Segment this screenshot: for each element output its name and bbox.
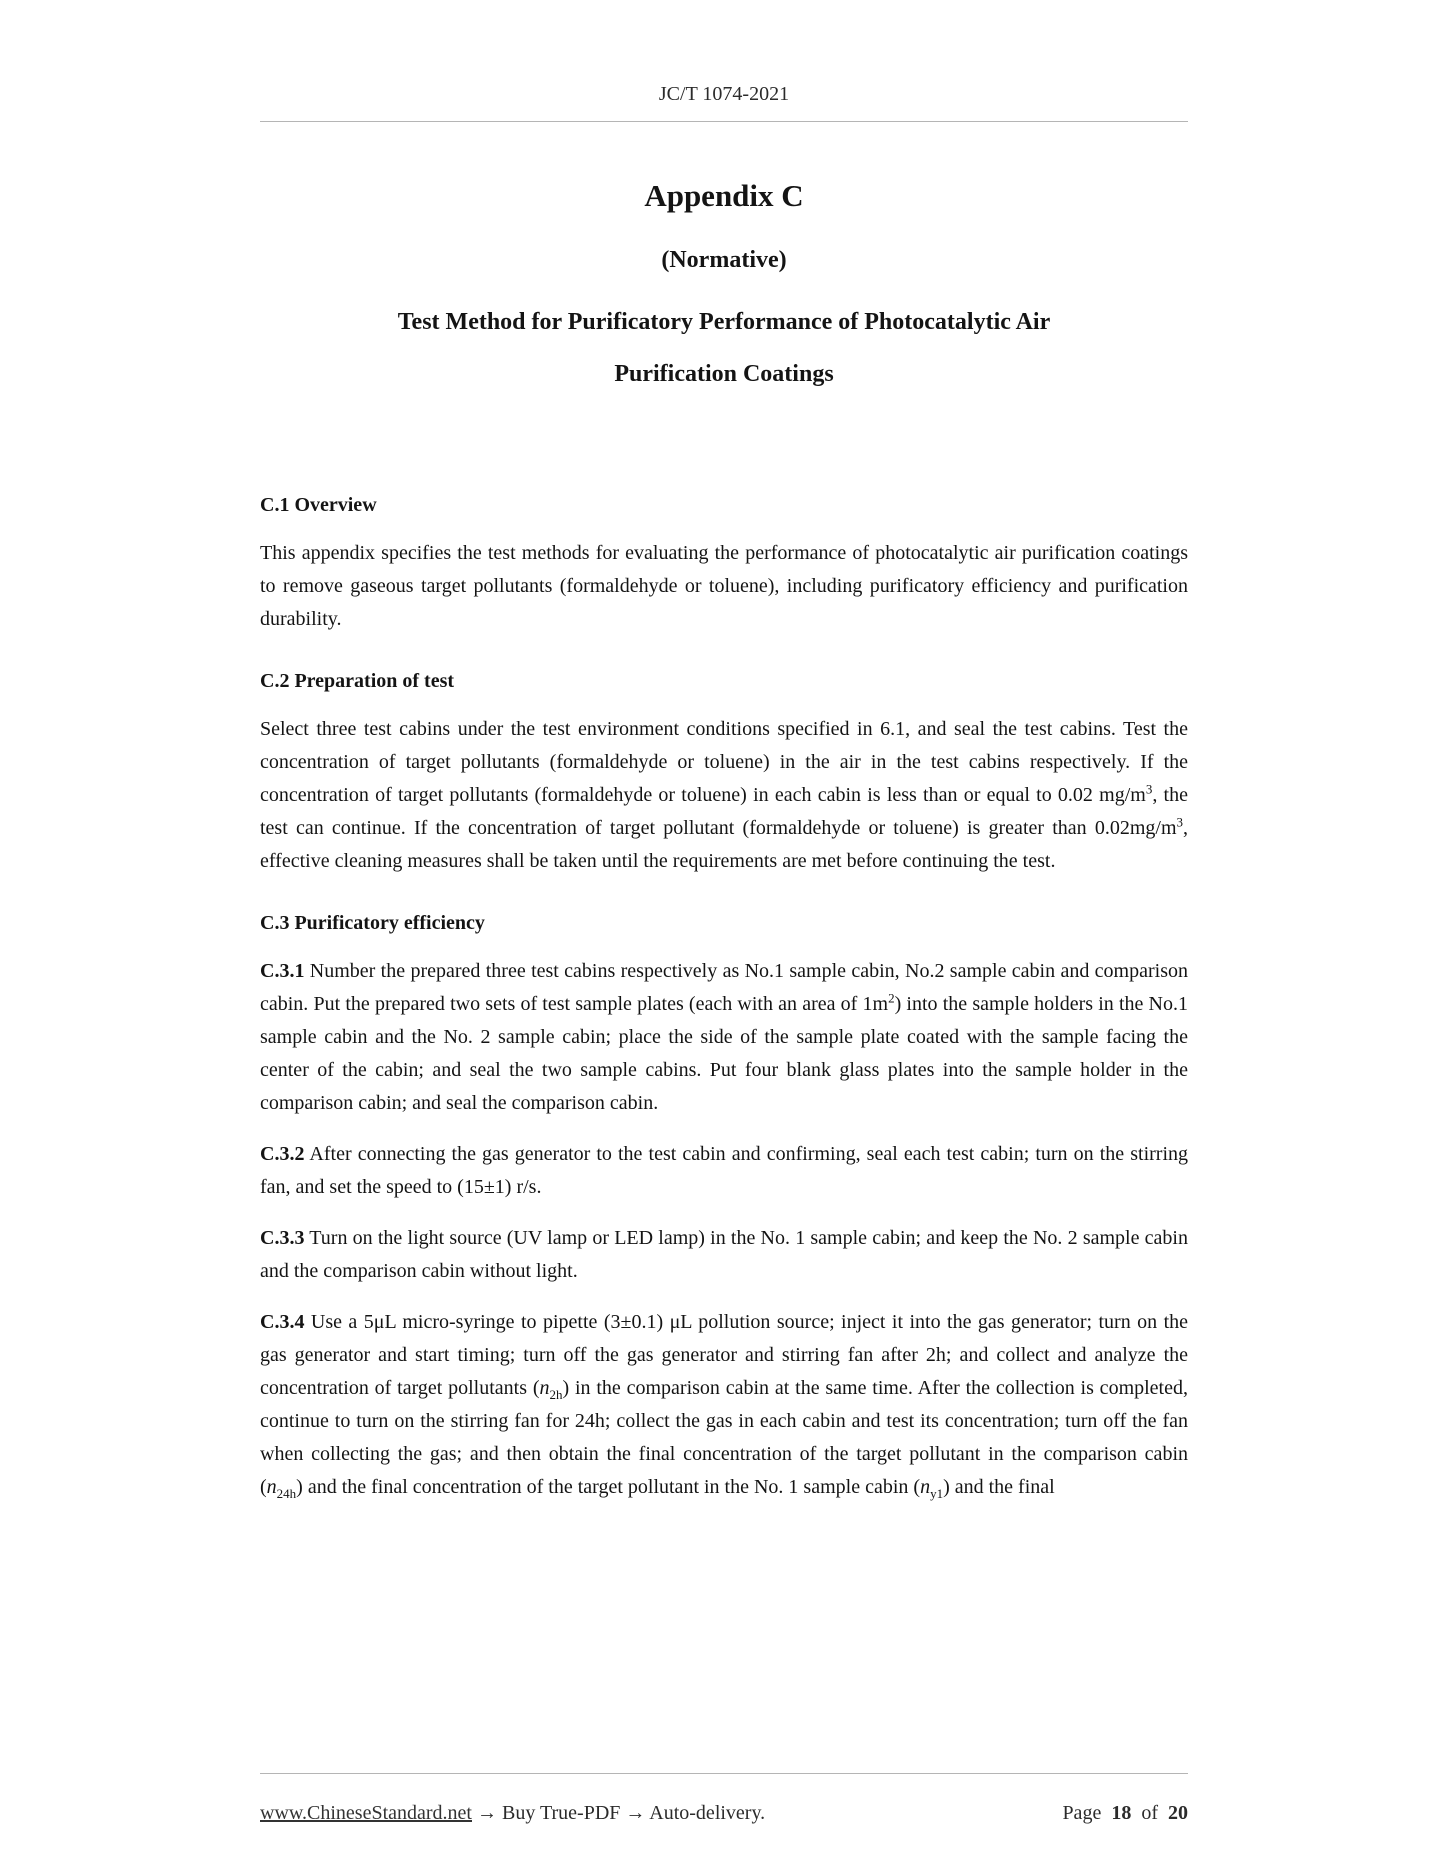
page-total: 20 (1168, 1802, 1188, 1824)
page-indicator (1057, 1800, 1188, 1826)
paragraph: This appendix specifies the test methods for evaluating the performance of photocatalytic air purification coatings to remove gaseous target pollutants (formaldehyde or toluene), including purificatory efficiency and purification durability. (260, 542, 1188, 630)
page-label: Page (1062, 1802, 1102, 1824)
page-of-label: of (1141, 1802, 1158, 1824)
footer-tagline: → Buy True-PDF → Auto-delivery. (472, 1802, 766, 1824)
page-content (260, 0, 1188, 1522)
paragraph: C.3.1 Number the prepared three test cabins respectively as No.1 sample cabin, No.2 sample cabin and comparison cabin. Put the prepared two sets of test sample plates (each with an area of $1m^2$) into the sample holders in the No.1 sample cabin and the No. 2 sample cabin; place the side of the sample plate coated with the sample facing the center of the cabin; and seal the two sample cabins. Put four blank glass plates into the sample holder in the comparison cabin; and seal the comparison cabin. (260, 960, 1188, 1114)
document-title (260, 296, 1188, 400)
footer-site-link[interactable]: www.ChineseStandard.net (260, 1802, 472, 1824)
document-title-line1: Test Method for Purificatory Performance of Photocatalytic Air (397, 309, 1051, 335)
header-rule (260, 121, 1188, 122)
header-doc-number: JC/T 1074-2021 (658, 83, 790, 105)
page-current: 18 (1111, 1802, 1132, 1824)
section-c2 (260, 668, 1188, 878)
paragraph: C.3.2 After connecting the gas generator to the test cabin and confirming, seal each test cabin; turn on the stirring fan, and set the speed to (15±1) r/s. (260, 1143, 1188, 1198)
appendix-title: Appendix C (644, 178, 804, 213)
section-c3 (260, 910, 1188, 1504)
section-heading-c2: C.2 Preparation of test (260, 670, 455, 692)
paragraph: Select three test cabins under the test environment conditions specified in 6.1, and seal the test cabins. Test the concentration of target pollutants (formaldehyde or toluene) in the air in the test cabins respectively. If the concentration of target pollutants (formaldehyde or toluene) in each cabin is less than or equal to 0.02 $mg/m^3$, the test can continue. If the concentration of target pollutant (formaldehyde or toluene) is greater than $0.02mg/m^3$, effective cleaning measures shall be taken until the requirements are met before continuing the test. (260, 718, 1188, 872)
section-c1 (260, 492, 1188, 636)
normative-label: (Normative) (661, 247, 787, 273)
section-heading-c3: C.3 Purificatory efficiency (260, 912, 485, 934)
paragraph: C.3.3 Turn on the light source (UV lamp or LED lamp) in the No. 1 sample cabin; and keep the No. 2 sample cabin and the comparison cabin without light. (260, 1227, 1188, 1282)
page-footer (260, 1773, 1188, 1826)
section-heading-c1: C.1 Overview (260, 494, 377, 516)
paragraph: C.3.4 Use a 5μL micro-syringe to pipette (3±0.1) μL pollution source; inject it into the gas generator; turn on the gas generator and start timing; turn off the gas generator and stirring fan after 2h; and collect and analyze the concentration of target pollutants $(n_{2h})$ in the comparison cabin at the same time. After the collection is completed, continue to turn on the stirring fan for 24h; collect the gas in each cabin and test its concentration; turn off the fan when collecting the gas; and then obtain the final concentration of the target pollutant in the comparison cabin $(n_{24h})$ and the final concentration of the target pollutant in the No. 1 sample cabin $(n_{y1})$ and the final (260, 1311, 1188, 1501)
footer-left (260, 1800, 765, 1826)
document-title-line2: Purification Coatings (614, 361, 834, 387)
